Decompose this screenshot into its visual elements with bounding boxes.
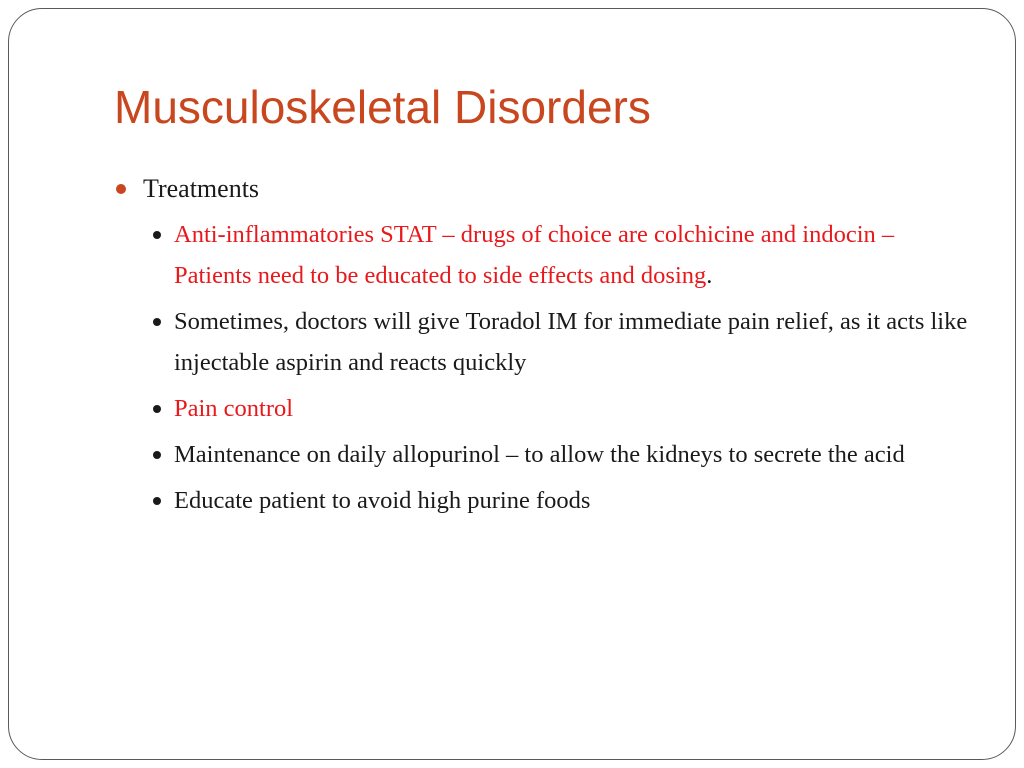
bullet-dot-icon — [153, 318, 161, 326]
sub-bullet-text: Sometimes, doctors will give Toradol IM for immediate pain relief, as it acts like injectable aspirin and reacts quickly — [174, 308, 968, 376]
sub-bullet-anti-inflammatories — [149, 214, 973, 296]
slide-title: Musculoskeletal Disorders — [114, 81, 651, 133]
bullet-dot-icon — [153, 405, 161, 413]
sub-bullet-text: Educate patient to avoid high purine foods — [174, 487, 591, 514]
bullet-dot-icon — [153, 497, 161, 505]
sub-bullet-purine-foods — [149, 480, 973, 521]
sub-bullet-red-text: Pain control — [174, 395, 294, 422]
sub-bullet-list — [149, 214, 973, 521]
bullet-treatments — [113, 170, 973, 208]
sub-bullet-pain-control — [149, 388, 973, 429]
slide-content — [113, 170, 973, 526]
bullet-dot-icon — [153, 231, 161, 239]
bullet-text: Treatments — [143, 174, 260, 203]
sub-bullet-red-text: Anti-inflammatories STAT – drugs of choice are colchicine and indocin – Patients need to be educated to side effects and dosing — [174, 221, 895, 289]
bullet-dot-icon — [153, 451, 161, 459]
sub-bullet-allopurinol — [149, 434, 973, 475]
bullet-dot-icon — [116, 184, 126, 194]
sub-bullet-text: Maintenance on daily allopurinol – to allow the kidneys to secrete the acid — [174, 441, 905, 468]
sub-bullet-toradol — [149, 301, 973, 383]
sub-bullet-text: . — [706, 262, 713, 289]
